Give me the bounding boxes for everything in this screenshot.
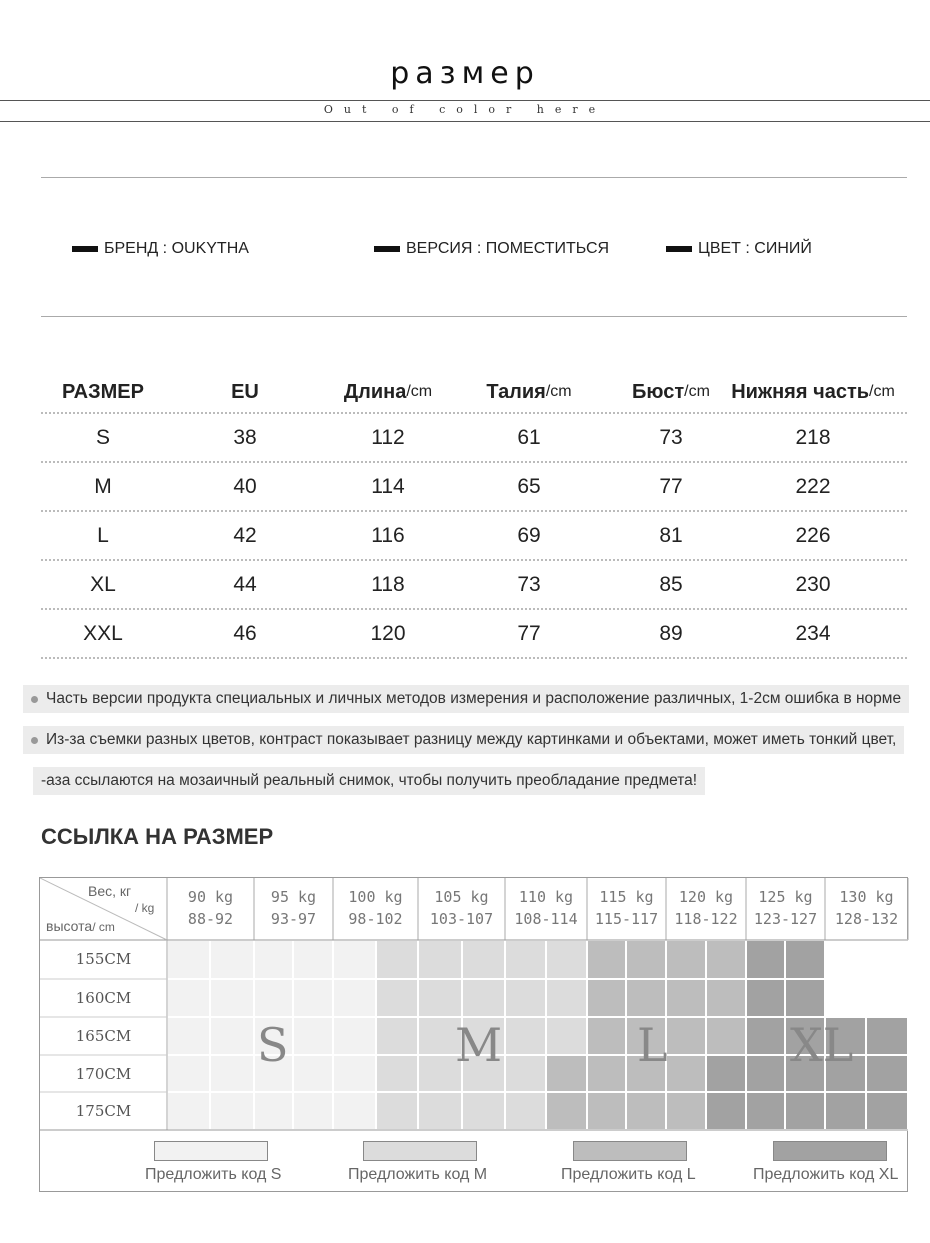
table-cell: 73 bbox=[517, 572, 541, 596]
legend-swatch bbox=[363, 1141, 477, 1161]
table-cell: 44 bbox=[233, 572, 257, 596]
grid-cell bbox=[666, 1017, 706, 1055]
weight-range-label: 103-107 bbox=[429, 910, 494, 928]
weight-column-header bbox=[587, 886, 666, 930]
grid-cell bbox=[706, 1017, 746, 1055]
grid-cell bbox=[866, 979, 908, 1017]
grid-cell bbox=[210, 1055, 254, 1092]
table-row bbox=[41, 512, 907, 561]
weight-kg-label: 125 kg bbox=[758, 888, 813, 906]
table-row bbox=[41, 610, 907, 659]
grid-cell bbox=[462, 979, 505, 1017]
table-cell: 65 bbox=[517, 474, 541, 498]
table-cell: 85 bbox=[659, 572, 683, 596]
table-cell: S bbox=[95, 425, 110, 449]
column-header-label: EU bbox=[231, 380, 259, 403]
grid-cell bbox=[866, 940, 908, 979]
grid-cell bbox=[746, 1017, 785, 1055]
table-cell: 230 bbox=[795, 572, 831, 596]
weight-column-header bbox=[167, 886, 254, 930]
weight-column-header bbox=[505, 886, 587, 930]
zone-letter: L bbox=[637, 1018, 668, 1072]
legend-swatch bbox=[154, 1141, 268, 1161]
corner-height-text: высота bbox=[46, 918, 93, 934]
grid-cell bbox=[706, 940, 746, 979]
grid-cell bbox=[546, 1092, 587, 1130]
table-cell: 46 bbox=[233, 621, 257, 645]
height-row-label: 175CM bbox=[75, 1102, 132, 1120]
weight-column-header bbox=[746, 886, 825, 930]
table-cell: M bbox=[94, 474, 112, 498]
grid-cell bbox=[785, 940, 825, 979]
size-reference-title: ССЫЛКА НА РАЗМЕР bbox=[41, 824, 274, 849]
weight-range-label: 88-92 bbox=[187, 910, 234, 928]
column-header bbox=[718, 372, 908, 412]
table-cell: 112 bbox=[371, 425, 405, 449]
grid-cell bbox=[333, 1055, 376, 1092]
note-text: Часть версии продукта специальных и личных методов измерения и расположение различных, 1-2см ошибка в норме bbox=[46, 690, 902, 707]
grid-cell bbox=[505, 940, 546, 979]
grid-cell bbox=[505, 1055, 546, 1092]
grid-cell bbox=[293, 1092, 333, 1130]
height-row-label: 165CM bbox=[75, 1027, 132, 1045]
table-cell: 61 bbox=[517, 425, 541, 449]
grid-cell bbox=[418, 1092, 462, 1130]
table-cell: 222 bbox=[795, 474, 831, 498]
note-text: -аза ссылаются на мозаичный реальный снимок, чтобы получить преобладание предмета! bbox=[41, 772, 698, 789]
header-divider-top bbox=[0, 100, 930, 101]
grid-cell bbox=[462, 1092, 505, 1130]
column-header-unit: /cm bbox=[406, 383, 433, 400]
height-row-label: 160CM bbox=[75, 989, 132, 1007]
bullet-bar-icon bbox=[666, 246, 692, 252]
table-row bbox=[41, 463, 907, 512]
grid-cell bbox=[167, 1055, 210, 1092]
info-divider-top bbox=[41, 177, 907, 178]
note-text: Из-за съемки разных цветов, контраст показывает разницу между картинками и объектами, может иметь тонкий цвет, bbox=[46, 731, 897, 748]
table-cell: 40 bbox=[233, 474, 257, 498]
grid-cell bbox=[333, 979, 376, 1017]
weight-range-label: 118-122 bbox=[674, 910, 738, 928]
weight-kg-label: 90 kg bbox=[187, 888, 234, 906]
grid-cell bbox=[587, 1055, 626, 1092]
grid-cell bbox=[505, 1092, 546, 1130]
grid-cell bbox=[210, 1017, 254, 1055]
table-cell: 38 bbox=[233, 425, 257, 449]
grid-cell bbox=[418, 979, 462, 1017]
grid-cell bbox=[866, 1017, 908, 1055]
height-row-label: 170CM bbox=[75, 1065, 132, 1083]
column-header-label: Длина bbox=[343, 380, 407, 403]
grid-cell bbox=[587, 979, 626, 1017]
weight-kg-label: 130 kg bbox=[839, 888, 894, 906]
weight-kg-label: 115 kg bbox=[599, 888, 654, 906]
legend-swatch bbox=[573, 1141, 687, 1161]
info-version bbox=[374, 240, 609, 258]
grid-cell bbox=[210, 1092, 254, 1130]
grid-cell bbox=[167, 1017, 210, 1055]
weight-column-header bbox=[666, 886, 746, 930]
grid-cell bbox=[546, 940, 587, 979]
note-color-continued bbox=[33, 767, 705, 795]
header-divider-bottom bbox=[0, 121, 930, 122]
grid-cell bbox=[254, 1092, 293, 1130]
grid-cell bbox=[505, 1017, 546, 1055]
weight-kg-label: 110 kg bbox=[518, 888, 574, 906]
legend-label: Предложить код XL bbox=[753, 1166, 899, 1183]
grid-cell bbox=[626, 1092, 666, 1130]
column-header-label: Нижняя часть bbox=[731, 380, 870, 403]
column-header-label: РАЗМЕР bbox=[62, 380, 144, 403]
grid-cell bbox=[167, 1092, 210, 1130]
grid-cell bbox=[666, 1055, 706, 1092]
grid-cell bbox=[866, 1055, 908, 1092]
page-title: размер bbox=[390, 56, 540, 91]
info-divider-bottom bbox=[41, 316, 907, 317]
page-subtitle: Out of color here bbox=[323, 103, 607, 116]
table-cell: 89 bbox=[659, 621, 683, 645]
column-header bbox=[195, 372, 295, 412]
grid-cell bbox=[210, 979, 254, 1017]
table-cell: 226 bbox=[795, 523, 831, 547]
grid-cell bbox=[746, 979, 785, 1017]
table-cell: 118 bbox=[371, 572, 405, 596]
weight-column-header bbox=[418, 886, 505, 930]
info-version-text: ВЕРСИЯ : ПОМЕСТИТЬСЯ bbox=[406, 240, 610, 257]
table-cell: XL bbox=[90, 572, 116, 596]
grid-cell bbox=[254, 940, 293, 979]
column-header-unit: /cm bbox=[545, 383, 572, 400]
grid-cell bbox=[293, 940, 333, 979]
table-cell: 120 bbox=[370, 621, 406, 645]
table-cell: 77 bbox=[517, 621, 541, 645]
weight-column-header bbox=[254, 886, 333, 930]
grid-cell bbox=[505, 979, 546, 1017]
table-cell: 234 bbox=[795, 621, 831, 645]
grid-cell bbox=[706, 1055, 746, 1092]
weight-range-label: 115-117 bbox=[594, 910, 659, 928]
grid-cell bbox=[626, 940, 666, 979]
table-cell: XXL bbox=[83, 621, 123, 645]
column-header bbox=[454, 372, 604, 412]
weight-range-label: 123-127 bbox=[753, 910, 818, 928]
grid-cell bbox=[293, 979, 333, 1017]
weight-range-label: 128-132 bbox=[834, 910, 899, 928]
column-header bbox=[33, 372, 173, 412]
grid-cell bbox=[333, 1017, 376, 1055]
legend-label: Предложить код M bbox=[348, 1166, 488, 1183]
legend-label: Предложить код L bbox=[561, 1166, 696, 1183]
info-brand bbox=[72, 240, 249, 258]
grid-cell bbox=[587, 940, 626, 979]
grid-cell bbox=[376, 1055, 418, 1092]
table-cell: 114 bbox=[371, 474, 405, 498]
size-table-header bbox=[41, 372, 907, 414]
bullet-bar-icon bbox=[374, 246, 400, 252]
legend-swatch bbox=[773, 1141, 887, 1161]
table-cell: 218 bbox=[795, 425, 831, 449]
grid-cell bbox=[666, 940, 706, 979]
grid-cell bbox=[546, 1055, 587, 1092]
legend-label: Предложить код S bbox=[145, 1166, 282, 1183]
bullet-dot-icon bbox=[31, 696, 38, 703]
grid-cell bbox=[546, 979, 587, 1017]
weight-kg-label: 105 kg bbox=[434, 888, 489, 906]
grid-cell bbox=[167, 940, 210, 979]
size-table bbox=[41, 372, 907, 659]
grid-cell bbox=[825, 1092, 866, 1130]
info-color-text: ЦВЕТ : СИНИЙ bbox=[698, 240, 812, 257]
column-header-unit: /cm bbox=[684, 383, 710, 400]
weight-kg-label: 95 kg bbox=[270, 888, 317, 906]
info-brand-text: БРЕНД : OUKYTHA bbox=[104, 240, 249, 257]
grid-cell bbox=[746, 1092, 785, 1130]
column-header bbox=[313, 372, 463, 412]
grid-cell bbox=[293, 1017, 333, 1055]
grid-cell bbox=[785, 1092, 825, 1130]
bullet-bar-icon bbox=[72, 246, 98, 252]
grid-cell bbox=[587, 1092, 626, 1130]
note-measurement bbox=[23, 685, 909, 713]
grid-cell bbox=[587, 1017, 626, 1055]
weight-range-label: 108-114 bbox=[514, 910, 578, 928]
bullet-dot-icon bbox=[31, 737, 38, 744]
grid-cell bbox=[254, 979, 293, 1017]
grid-cell bbox=[210, 940, 254, 979]
table-row bbox=[41, 561, 907, 610]
table-cell: 42 bbox=[233, 523, 257, 547]
grid-cell bbox=[825, 940, 866, 979]
info-color bbox=[666, 240, 812, 258]
table-cell: 116 bbox=[371, 523, 405, 547]
table-cell: 77 bbox=[659, 474, 683, 498]
zone-letter: XL bbox=[790, 1018, 854, 1072]
table-cell: 81 bbox=[659, 523, 683, 547]
column-header-unit: /cm bbox=[869, 383, 895, 400]
grid-cell bbox=[706, 1092, 746, 1130]
grid-cell bbox=[626, 979, 666, 1017]
height-row-label: 155CM bbox=[75, 950, 132, 968]
grid-cell bbox=[418, 940, 462, 979]
weight-range-label: 93-97 bbox=[270, 910, 317, 928]
weight-kg-label: 100 kg bbox=[348, 888, 403, 906]
grid-cell bbox=[462, 940, 505, 979]
table-cell: L bbox=[97, 523, 109, 547]
corner-weight-label: Вес, кг bbox=[88, 883, 132, 899]
zone-letter: M bbox=[455, 1018, 503, 1072]
table-row bbox=[41, 414, 907, 463]
table-cell: 73 bbox=[659, 425, 683, 449]
grid-cell bbox=[376, 1092, 418, 1130]
weight-column-header bbox=[333, 886, 418, 930]
corner-height-label bbox=[46, 918, 115, 934]
weight-range-label: 98-102 bbox=[348, 910, 403, 928]
note-color bbox=[23, 726, 904, 754]
grid-cell bbox=[376, 940, 418, 979]
column-header-label: Бюст bbox=[632, 380, 685, 403]
corner-weight-unit: / kg bbox=[135, 901, 155, 915]
grid-cell bbox=[333, 940, 376, 979]
weight-kg-label: 120 kg bbox=[678, 888, 734, 906]
grid-cell bbox=[293, 1055, 333, 1092]
grid-cell bbox=[666, 1092, 706, 1130]
size-reference-grid bbox=[39, 877, 908, 1192]
grid-cell bbox=[333, 1092, 376, 1130]
grid-cell bbox=[706, 979, 746, 1017]
corner-height-unit: / cm bbox=[92, 920, 115, 934]
grid-cell bbox=[866, 1092, 908, 1130]
weight-column-header bbox=[825, 886, 908, 930]
grid-cell bbox=[666, 979, 706, 1017]
grid-cell bbox=[746, 940, 785, 979]
grid-cell bbox=[376, 1017, 418, 1055]
grid-cell bbox=[825, 979, 866, 1017]
grid-cell bbox=[376, 979, 418, 1017]
grid-cell bbox=[167, 979, 210, 1017]
column-header-label: Талия bbox=[486, 380, 546, 403]
grid-cell bbox=[746, 1055, 785, 1092]
grid-cell bbox=[785, 979, 825, 1017]
table-cell: 69 bbox=[517, 523, 541, 547]
grid-cell bbox=[546, 1017, 587, 1055]
zone-letter: S bbox=[257, 1018, 289, 1072]
